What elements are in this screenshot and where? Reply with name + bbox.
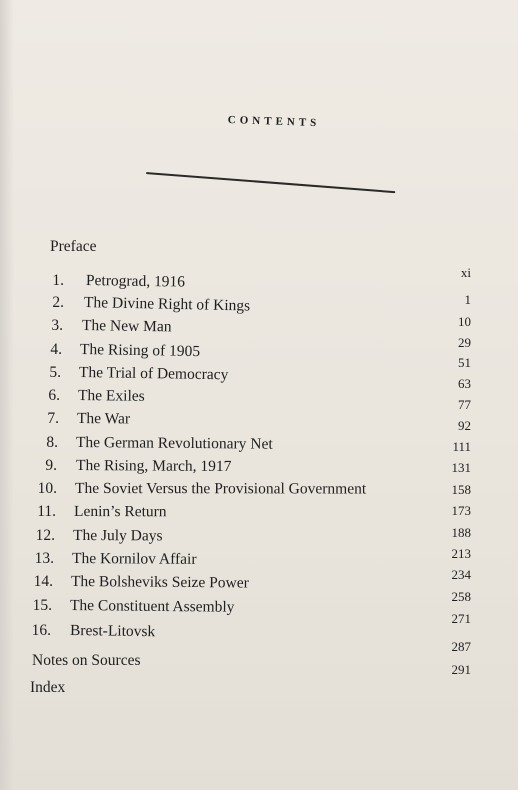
chapter-number: 9.	[45, 457, 57, 474]
preface-entry: Preface	[50, 238, 97, 255]
chapter-number: 10.	[37, 480, 57, 497]
chapter-number: 7.	[47, 410, 59, 427]
page-number: 51	[458, 355, 471, 370]
notes-entry: Notes on Sources	[32, 652, 141, 669]
page-number: 158	[451, 482, 471, 497]
chapter-number: 8.	[46, 434, 58, 451]
chapter-title: The Kornilov Affair	[71, 550, 197, 568]
chapter-title: The German Revolutionary Net	[75, 434, 273, 453]
chapter-number: 11.	[37, 503, 56, 520]
page-gutter-shadow	[0, 0, 14, 790]
page-number: 111	[452, 439, 471, 454]
page-number: 291	[451, 662, 471, 677]
chapter-number: 14.	[33, 573, 53, 590]
chapter-title: The Trial of Democracy	[78, 364, 229, 384]
chapter-number: 15.	[32, 597, 52, 614]
chapter-title: The Divine Right of Kings	[83, 294, 251, 315]
page-number: 258	[451, 589, 471, 604]
page-number: 271	[451, 611, 471, 626]
page-number: 234	[451, 567, 471, 582]
page-number: 1	[464, 292, 471, 307]
chapter-number: 4.	[50, 341, 62, 358]
chapter-title: Lenin’s Return	[73, 503, 167, 521]
heading-rule	[146, 172, 395, 193]
page-number: 92	[458, 418, 471, 433]
chapter-number: 2.	[52, 294, 64, 311]
chapter-number: 12.	[35, 527, 55, 544]
index-entry: Index	[30, 679, 66, 696]
page-number: 63	[458, 376, 471, 391]
page-number: 213	[451, 546, 471, 561]
page-number: 131	[451, 460, 471, 475]
chapter-number: 5.	[49, 364, 61, 381]
page-number: 173	[451, 503, 471, 518]
chapter-title: The War	[76, 410, 131, 428]
chapter-title: The Constituent Assembly	[69, 597, 235, 616]
chapter-number: 1.	[52, 272, 64, 289]
page-number: 287	[451, 639, 471, 654]
page-number: 188	[451, 525, 471, 540]
chapter-title: The July Days	[72, 527, 163, 545]
chapter-title: The Rising, March, 1917	[75, 457, 232, 476]
chapter-number: 16.	[31, 622, 51, 639]
chapter-number: 13.	[34, 550, 54, 567]
chapter-number: 3.	[51, 317, 63, 334]
chapter-title: The Rising of 1905	[79, 341, 201, 361]
page-number: 77	[458, 397, 471, 412]
chapter-number: 6.	[48, 387, 60, 404]
chapter-title: The Bolsheviks Seize Power	[70, 573, 249, 592]
page-number: 29	[458, 335, 471, 350]
chapter-title: Brest-Litovsk	[69, 622, 156, 641]
page-number: 10	[458, 314, 471, 329]
chapter-title: The New Man	[81, 317, 172, 336]
page-number: xi	[460, 265, 471, 280]
chapter-title: The Soviet Versus the Provisional Government	[74, 480, 367, 498]
contents-heading: CONTENTS	[227, 114, 321, 130]
chapter-title: Petrograd, 1916	[85, 272, 186, 291]
chapter-title: The Exiles	[77, 387, 145, 405]
